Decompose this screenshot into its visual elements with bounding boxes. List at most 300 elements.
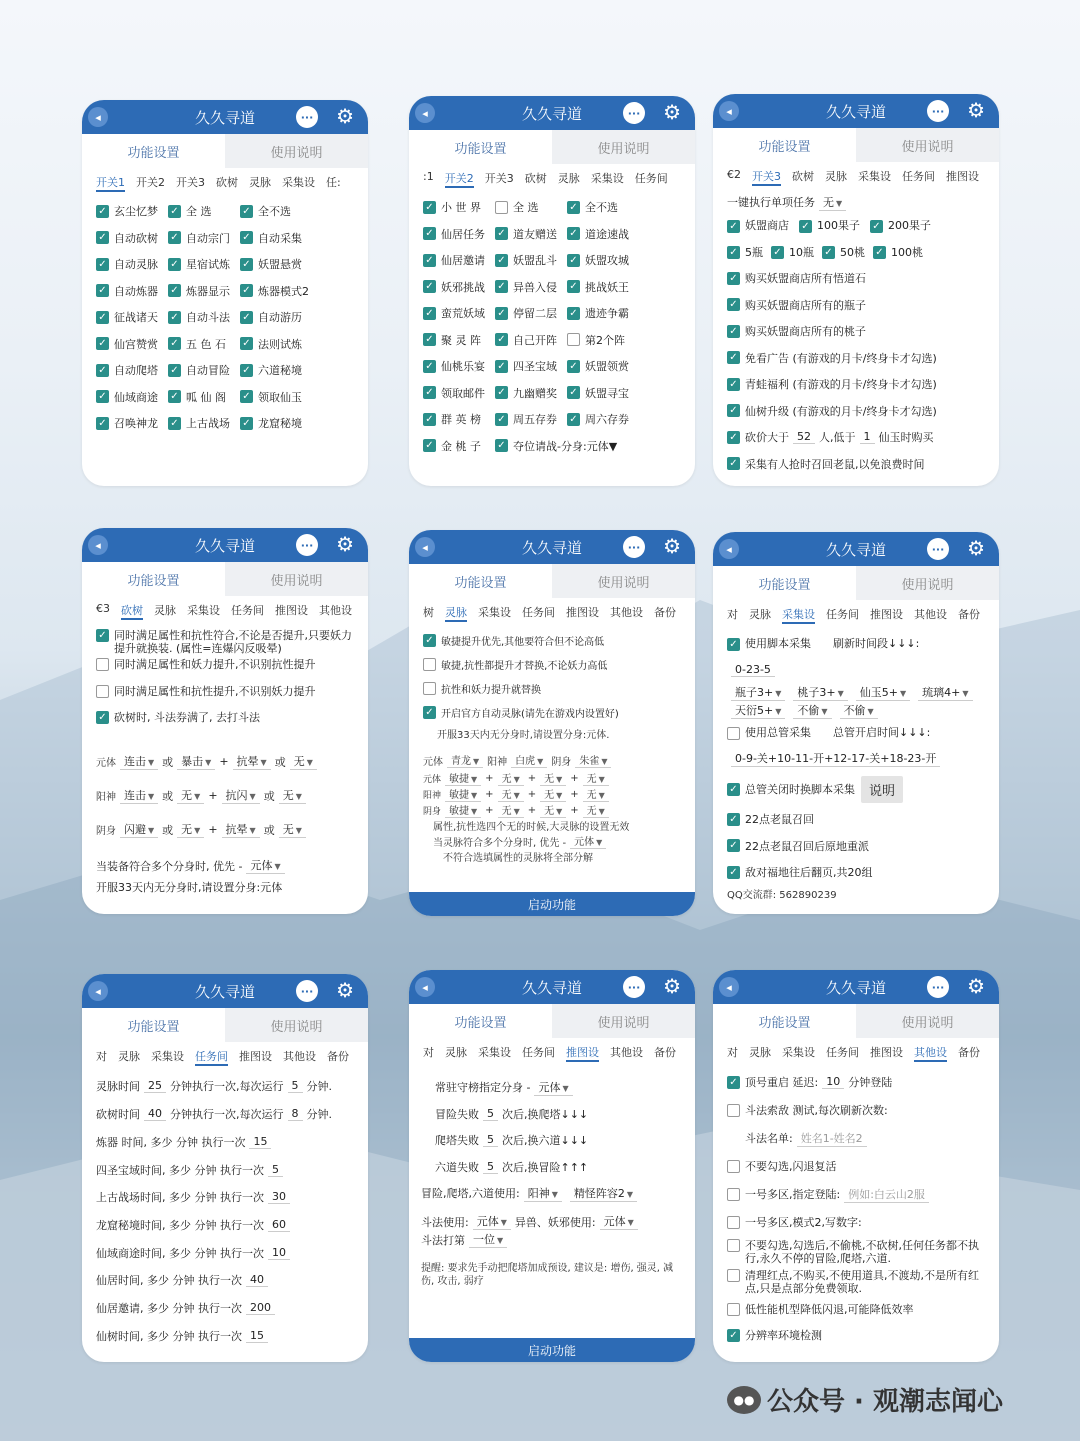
subtab[interactable]: 砍树 <box>792 170 814 183</box>
checkbox[interactable]: ✓ <box>727 1076 740 1089</box>
checkbox[interactable]: ✓ <box>168 417 181 430</box>
option[interactable] <box>727 859 989 886</box>
option[interactable] <box>423 385 495 401</box>
subtab[interactable]: €2 <box>727 168 741 181</box>
option[interactable] <box>567 385 639 401</box>
tab-settings[interactable]: 功能设置 <box>127 573 180 589</box>
checkbox[interactable] <box>96 658 109 671</box>
subtab[interactable]: 备份 <box>654 606 676 619</box>
select[interactable] <box>819 194 846 211</box>
input-field[interactable]: 10 <box>822 1075 844 1089</box>
checkbox[interactable]: ✓ <box>168 284 181 297</box>
option[interactable] <box>727 1322 989 1348</box>
checkbox[interactable]: ✓ <box>567 254 580 267</box>
subtab[interactable]: 采集设 <box>478 606 511 619</box>
option[interactable] <box>567 411 639 427</box>
checkbox[interactable]: ✓ <box>727 866 740 879</box>
checkbox[interactable] <box>495 201 508 214</box>
checkbox[interactable]: ✓ <box>423 439 436 452</box>
option[interactable] <box>495 385 567 401</box>
checkbox[interactable]: ✓ <box>727 351 740 364</box>
subtab[interactable]: 推图设 <box>870 608 903 621</box>
select[interactable] <box>279 821 306 838</box>
select[interactable] <box>473 1213 511 1230</box>
checkbox[interactable]: ✓ <box>423 360 436 373</box>
option[interactable] <box>727 1296 989 1322</box>
gear-icon[interactable]: ⚙ <box>336 104 354 128</box>
option[interactable] <box>96 283 168 299</box>
checkbox[interactable]: ✓ <box>495 439 508 452</box>
gear-icon[interactable]: ⚙ <box>663 974 681 998</box>
option[interactable] <box>727 318 989 345</box>
subtab[interactable]: 推图设 <box>946 170 979 183</box>
checkbox[interactable]: ✓ <box>423 307 436 320</box>
option[interactable] <box>567 358 639 374</box>
option[interactable] <box>727 1266 989 1296</box>
tab-help[interactable]: 使用说明 <box>552 564 695 598</box>
checkbox[interactable]: ✓ <box>240 364 253 377</box>
checkbox[interactable] <box>727 1216 740 1229</box>
checkbox[interactable]: ✓ <box>870 220 883 233</box>
option[interactable] <box>96 389 168 405</box>
checkbox[interactable]: ✓ <box>240 205 253 218</box>
subtab[interactable]: 对 <box>96 1050 107 1063</box>
subtab[interactable]: 开关3 <box>176 176 205 189</box>
subtab[interactable]: 推图设 <box>870 1046 903 1059</box>
option[interactable] <box>822 244 865 260</box>
checkbox[interactable] <box>727 1269 740 1282</box>
select[interactable] <box>540 770 566 786</box>
checkbox[interactable]: ✓ <box>423 280 436 293</box>
subtab[interactable]: 推图设 <box>275 604 308 617</box>
select[interactable] <box>120 753 158 770</box>
back-icon[interactable]: ◂ <box>415 537 435 557</box>
checkbox[interactable]: ✓ <box>873 246 886 259</box>
tab-help[interactable]: 使用说明 <box>856 566 999 600</box>
input-field[interactable]: 10 <box>268 1246 290 1260</box>
checkbox[interactable]: ✓ <box>168 205 181 218</box>
checkbox[interactable]: ✓ <box>168 390 181 403</box>
checkbox[interactable]: ✓ <box>495 333 508 346</box>
option[interactable] <box>727 244 763 260</box>
select[interactable] <box>731 684 785 701</box>
option[interactable] <box>423 700 685 724</box>
select[interactable] <box>445 770 481 786</box>
select[interactable] <box>918 684 972 701</box>
checkbox[interactable]: ✓ <box>727 457 740 470</box>
select[interactable] <box>177 821 204 838</box>
option[interactable] <box>727 1152 989 1180</box>
checkbox[interactable] <box>96 685 109 698</box>
checkbox[interactable]: ✓ <box>567 360 580 373</box>
select[interactable] <box>511 752 547 768</box>
checkbox[interactable]: ✓ <box>567 280 580 293</box>
option[interactable] <box>423 411 495 427</box>
option[interactable] <box>423 652 685 676</box>
select[interactable] <box>583 786 609 802</box>
input-field[interactable]: 5 <box>268 1163 283 1177</box>
option[interactable] <box>96 655 358 682</box>
checkbox[interactable]: ✓ <box>168 311 181 324</box>
checkbox[interactable]: ✓ <box>567 227 580 240</box>
checkbox[interactable]: ✓ <box>495 386 508 399</box>
checkbox[interactable] <box>567 333 580 346</box>
subtab[interactable]: 其他设 <box>914 608 947 621</box>
tab-settings[interactable]: 功能设置 <box>454 1015 507 1031</box>
start-button[interactable]: 启动功能 <box>409 1338 695 1362</box>
option[interactable] <box>423 252 495 268</box>
subtab[interactable]: 推图设 <box>239 1050 272 1063</box>
tab-settings[interactable]: 功能设置 <box>454 141 507 157</box>
subtab[interactable]: 对 <box>727 608 738 621</box>
checkbox[interactable]: ✓ <box>423 254 436 267</box>
subtab[interactable]: 采集设 <box>282 176 315 189</box>
option[interactable] <box>168 336 240 352</box>
select[interactable] <box>469 1231 507 1248</box>
option[interactable] <box>727 635 811 651</box>
gear-icon[interactable]: ⚙ <box>967 536 985 560</box>
option[interactable] <box>240 336 312 352</box>
option[interactable] <box>168 283 240 299</box>
checkbox[interactable]: ✓ <box>727 246 740 259</box>
select[interactable] <box>540 802 566 818</box>
tab-help[interactable]: 使用说明 <box>856 1004 999 1038</box>
subtab[interactable]: 灵脉 <box>118 1050 140 1063</box>
checkbox[interactable]: ✓ <box>96 417 109 430</box>
option[interactable] <box>495 199 567 215</box>
checkbox[interactable]: ✓ <box>168 337 181 350</box>
option[interactable] <box>240 415 312 431</box>
help-button[interactable]: 说明 <box>861 776 903 803</box>
subtab[interactable]: 其他设 <box>319 604 352 617</box>
option[interactable] <box>240 389 312 405</box>
option[interactable] <box>168 230 240 246</box>
option[interactable] <box>567 252 639 268</box>
chat-icon[interactable]: ··· <box>927 538 949 560</box>
checkbox[interactable]: ✓ <box>495 254 508 267</box>
subtab[interactable]: 开关2 <box>136 176 165 189</box>
subtab[interactable]: 树 <box>423 606 434 619</box>
option[interactable] <box>495 226 567 242</box>
subtab[interactable]: 灵脉 <box>445 1046 467 1059</box>
checkbox[interactable] <box>423 658 436 671</box>
option[interactable] <box>495 332 567 348</box>
checkbox[interactable]: ✓ <box>240 284 253 297</box>
input-field[interactable]: 40 <box>144 1107 166 1121</box>
checkbox[interactable]: ✓ <box>727 378 740 391</box>
checkbox[interactable]: ✓ <box>727 783 740 796</box>
input-field[interactable]: 5 <box>288 1079 303 1093</box>
option[interactable] <box>870 217 931 233</box>
checkbox[interactable]: ✓ <box>96 711 109 724</box>
input-field[interactable]: 15 <box>249 1135 271 1149</box>
select[interactable] <box>587 438 617 454</box>
option[interactable] <box>567 305 639 321</box>
back-icon[interactable]: ◂ <box>415 103 435 123</box>
option[interactable] <box>727 292 989 319</box>
input-field[interactable]: 25 <box>144 1079 166 1093</box>
checkbox[interactable]: ✓ <box>423 634 436 647</box>
subtab[interactable]: 任务间 <box>826 608 859 621</box>
subtab[interactable]: 采集设 <box>782 1046 815 1059</box>
select[interactable] <box>570 1185 637 1202</box>
subtab[interactable]: 灵脉 <box>749 608 771 621</box>
select[interactable] <box>177 753 215 770</box>
input-field[interactable]: 5 <box>483 1133 498 1147</box>
input-field[interactable]: 1 <box>860 430 875 444</box>
tab-help[interactable]: 使用说明 <box>225 1008 368 1042</box>
subtab[interactable]: 备份 <box>327 1050 349 1063</box>
subtab[interactable]: 灵脉 <box>749 1046 771 1059</box>
option[interactable] <box>240 309 312 325</box>
subtab[interactable]: 其他设 <box>610 606 643 619</box>
option[interactable] <box>727 724 811 740</box>
select[interactable] <box>793 684 847 701</box>
select[interactable] <box>290 753 317 770</box>
option[interactable] <box>567 332 639 348</box>
subtab[interactable]: 任务间 <box>826 1046 859 1059</box>
back-icon[interactable]: ◂ <box>88 981 108 1001</box>
checkbox[interactable]: ✓ <box>567 386 580 399</box>
subtab[interactable]: :1 <box>423 170 434 183</box>
subtab[interactable]: 采集设 <box>858 170 891 183</box>
option[interactable] <box>96 256 168 272</box>
checkbox[interactable]: ✓ <box>799 220 812 233</box>
input-field[interactable]: 200 <box>246 1301 275 1315</box>
select[interactable] <box>279 787 306 804</box>
option[interactable] <box>240 203 312 219</box>
back-icon[interactable]: ◂ <box>88 107 108 127</box>
subtab[interactable]: 采集设 <box>478 1046 511 1059</box>
gear-icon[interactable]: ⚙ <box>967 974 985 998</box>
input-field[interactable]: 40 <box>246 1273 268 1287</box>
option[interactable] <box>727 1236 989 1266</box>
checkbox[interactable]: ✓ <box>423 201 436 214</box>
checkbox[interactable]: ✓ <box>240 390 253 403</box>
option[interactable] <box>168 309 240 325</box>
checkbox[interactable]: ✓ <box>423 706 436 719</box>
checkbox[interactable] <box>727 1303 740 1316</box>
option[interactable] <box>727 833 989 860</box>
option[interactable] <box>727 806 989 833</box>
tab-help[interactable]: 使用说明 <box>225 134 368 168</box>
checkbox[interactable] <box>727 1104 740 1117</box>
checkbox[interactable]: ✓ <box>423 413 436 426</box>
checkbox[interactable]: ✓ <box>822 246 835 259</box>
select[interactable] <box>840 702 878 719</box>
checkbox[interactable]: ✓ <box>96 364 109 377</box>
checkbox[interactable]: ✓ <box>495 360 508 373</box>
subtab[interactable]: 任务间 <box>634 172 668 185</box>
input-field[interactable]: 0-9-关+10-11-开+12-17-关+18-23-开 <box>731 750 940 767</box>
option[interactable] <box>168 203 240 219</box>
subtab[interactable]: 开关3 <box>484 172 514 185</box>
option[interactable] <box>799 217 860 233</box>
checkbox[interactable] <box>423 682 436 695</box>
subtab[interactable]: 推图设 <box>566 1044 599 1062</box>
option[interactable] <box>96 309 168 325</box>
checkbox[interactable]: ✓ <box>727 638 740 651</box>
start-button[interactable]: 启动功能 <box>409 892 695 916</box>
option[interactable] <box>240 283 312 299</box>
checkbox[interactable]: ✓ <box>96 337 109 350</box>
option[interactable] <box>96 230 168 246</box>
select[interactable] <box>445 802 481 818</box>
checkbox[interactable]: ✓ <box>771 246 784 259</box>
chat-icon[interactable]: ··· <box>623 102 645 124</box>
tab-settings[interactable]: 功能设置 <box>127 1019 180 1035</box>
select[interactable] <box>600 1213 638 1230</box>
subtab[interactable]: 任务间 <box>195 1048 228 1066</box>
input-field[interactable]: 0-23-5 <box>731 663 775 677</box>
subtab[interactable]: 推图设 <box>566 606 599 619</box>
tab-settings[interactable]: 功能设置 <box>454 575 507 591</box>
checkbox[interactable]: ✓ <box>96 231 109 244</box>
select[interactable] <box>540 786 566 802</box>
subtab[interactable]: 任: <box>326 176 341 189</box>
select[interactable] <box>222 821 260 838</box>
checkbox[interactable] <box>727 1188 740 1201</box>
option[interactable] <box>873 244 923 260</box>
subtab[interactable]: 灵脉 <box>154 604 176 617</box>
option[interactable] <box>423 332 495 348</box>
tab-help[interactable]: 使用说明 <box>552 130 695 164</box>
checkbox[interactable]: ✓ <box>96 629 109 642</box>
gear-icon[interactable]: ⚙ <box>663 534 681 558</box>
option[interactable] <box>727 345 989 372</box>
checkbox[interactable]: ✓ <box>567 307 580 320</box>
option[interactable] <box>423 676 685 700</box>
option[interactable] <box>727 451 989 478</box>
option[interactable] <box>96 708 358 735</box>
select[interactable] <box>575 752 611 768</box>
checkbox[interactable]: ✓ <box>96 258 109 271</box>
checkbox[interactable]: ✓ <box>423 227 436 240</box>
chat-icon[interactable]: ··· <box>296 980 318 1002</box>
option[interactable] <box>727 217 789 233</box>
select[interactable] <box>856 684 910 701</box>
option[interactable] <box>423 438 495 454</box>
option[interactable] <box>495 305 567 321</box>
checkbox[interactable]: ✓ <box>495 413 508 426</box>
option[interactable] <box>495 279 567 295</box>
option[interactable] <box>96 362 168 378</box>
checkbox[interactable]: ✓ <box>168 231 181 244</box>
checkbox[interactable]: ✓ <box>96 284 109 297</box>
subtab[interactable]: 开关3 <box>752 168 781 186</box>
checkbox[interactable]: ✓ <box>727 298 740 311</box>
select[interactable] <box>583 802 609 818</box>
checkbox[interactable]: ✓ <box>423 386 436 399</box>
checkbox[interactable]: ✓ <box>727 325 740 338</box>
option[interactable] <box>423 199 495 215</box>
subtab[interactable]: 灵脉 <box>249 176 271 189</box>
input-field[interactable]: 52 <box>793 430 815 444</box>
checkbox[interactable]: ✓ <box>495 307 508 320</box>
select[interactable] <box>524 1185 562 1202</box>
checkbox[interactable]: ✓ <box>240 258 253 271</box>
input-field[interactable]: 15 <box>246 1329 268 1343</box>
subtab[interactable]: 其他设 <box>914 1044 947 1062</box>
select[interactable] <box>447 752 483 768</box>
option[interactable] <box>567 226 639 242</box>
input-field[interactable]: 8 <box>288 1107 303 1121</box>
subtab[interactable]: 任务间 <box>522 606 555 619</box>
select[interactable] <box>570 833 606 849</box>
checkbox[interactable] <box>727 1160 740 1173</box>
checkbox[interactable]: ✓ <box>567 413 580 426</box>
checkbox[interactable] <box>727 727 740 740</box>
option[interactable] <box>96 203 168 219</box>
checkbox[interactable]: ✓ <box>240 337 253 350</box>
option[interactable] <box>495 358 567 374</box>
subtab[interactable]: 任务间 <box>231 604 264 617</box>
tab-settings[interactable]: 功能设置 <box>127 145 180 161</box>
option[interactable] <box>168 362 240 378</box>
select[interactable] <box>222 787 260 804</box>
tab-help[interactable]: 使用说明 <box>552 1004 695 1038</box>
option[interactable] <box>727 265 989 292</box>
subtab[interactable]: 任务间 <box>902 170 935 183</box>
chat-icon[interactable]: ··· <box>927 100 949 122</box>
subtab[interactable]: 备份 <box>958 608 980 621</box>
names-input[interactable]: 姓名1-姓名2 <box>797 1130 867 1147</box>
option[interactable] <box>240 256 312 272</box>
option[interactable] <box>240 362 312 378</box>
subtab[interactable]: 采集设 <box>187 604 220 617</box>
option[interactable] <box>423 226 495 242</box>
select[interactable] <box>233 753 271 770</box>
option[interactable] <box>96 626 358 655</box>
option[interactable] <box>96 336 168 352</box>
option[interactable] <box>567 199 639 215</box>
checkbox[interactable]: ✓ <box>240 311 253 324</box>
input-field[interactable]: 60 <box>268 1218 290 1232</box>
checkbox[interactable]: ✓ <box>727 839 740 852</box>
back-icon[interactable]: ◂ <box>719 977 739 997</box>
checkbox[interactable]: ✓ <box>423 333 436 346</box>
checkbox[interactable]: ✓ <box>495 280 508 293</box>
select[interactable] <box>445 786 481 802</box>
subtab[interactable]: 灵脉 <box>557 172 580 185</box>
subtab[interactable]: 砍树 <box>216 176 238 189</box>
subtab[interactable]: 灵脉 <box>445 604 467 622</box>
subtab[interactable]: 开关1 <box>96 174 125 192</box>
checkbox[interactable]: ✓ <box>168 258 181 271</box>
chat-icon[interactable]: ··· <box>296 534 318 556</box>
tab-help[interactable]: 使用说明 <box>225 562 368 596</box>
option[interactable] <box>423 305 495 321</box>
select[interactable] <box>120 787 158 804</box>
checkbox[interactable]: ✓ <box>727 220 740 233</box>
checkbox[interactable]: ✓ <box>727 813 740 826</box>
option[interactable] <box>96 682 358 709</box>
checkbox[interactable]: ✓ <box>96 205 109 218</box>
option[interactable] <box>567 279 639 295</box>
select[interactable] <box>731 702 785 719</box>
subtab[interactable]: 其他设 <box>610 1046 643 1059</box>
subtab[interactable]: 对 <box>423 1046 434 1059</box>
chat-icon[interactable]: ··· <box>296 106 318 128</box>
option[interactable] <box>727 1208 989 1236</box>
input-field[interactable]: 5 <box>483 1160 498 1174</box>
subtab[interactable]: 对 <box>727 1046 738 1059</box>
option[interactable] <box>495 252 567 268</box>
option[interactable] <box>495 411 567 427</box>
input-field[interactable]: 5 <box>483 1107 498 1121</box>
subtab[interactable]: 采集设 <box>782 606 815 624</box>
checkbox[interactable]: ✓ <box>240 417 253 430</box>
